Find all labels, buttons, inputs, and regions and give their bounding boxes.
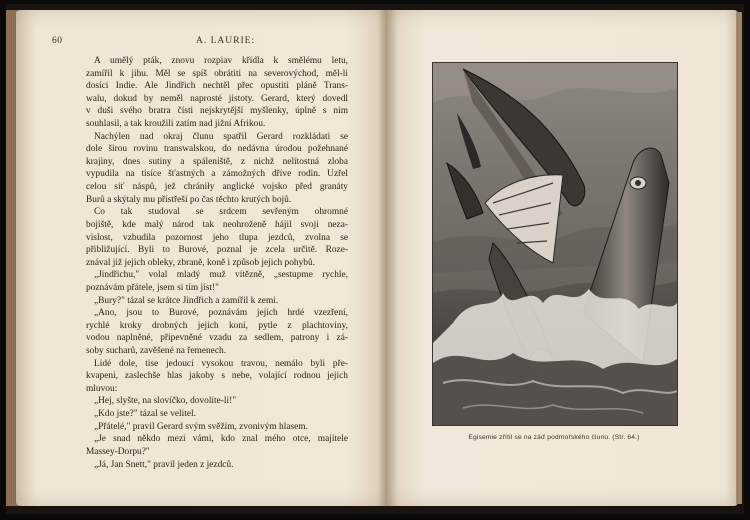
text-line: Lidé dole, tise jedoucí vysokou travou, nemálo byli pře- xyxy=(94,358,348,369)
text-line: walu, dokud by neměl naprosté jistoty. Gerard, který dovedl xyxy=(86,93,348,104)
text-line: „Já, Jan Snett," pravil jeden z jezdců. xyxy=(94,459,234,470)
illustration-plate xyxy=(432,62,678,426)
text-line: celou síť náspů, jež chrániły anglické vojsko před granáty xyxy=(86,182,348,193)
text-line: znával již jejich obleky, zbraně, koně i způsob jejich pohybů. xyxy=(86,257,316,268)
text-line: krajiny, dnes sutiny a spáleniště, z nichž nelítostná zloba xyxy=(86,156,348,167)
text-line: „Ano, jsou to Burové, poznávám jejich hrdé vzezření, xyxy=(94,308,348,319)
text-line: dole širou rovinu transwalskou, do nedávna úrodou požehnané xyxy=(86,144,348,155)
text-line: Nachýlen nad okraj člunu spatřil Gerard rozkládati se xyxy=(94,131,348,142)
text-line: rychlé kroky drobných jejich koní, pytle z plachtoviny, xyxy=(86,320,348,331)
text-line: vislost, vzbudila pozornost jeho tlupa jezdců, zvolna se xyxy=(86,232,348,243)
text-line: „Jindřichu," volal mladý muž vítězně, „sestupme rychle, xyxy=(94,270,348,281)
page-edges-right xyxy=(736,12,742,504)
text-line: souhlasil, a tak kroužili zatím nad jižní Afrikou. xyxy=(86,119,266,130)
text-line: „Je snad někdo mezi vámi, kdo znal mého otce, majitele xyxy=(94,434,348,445)
text-line: vodou naplněné, připevněné vzadu za sedlem, patrony i zá- xyxy=(86,333,348,344)
text-line: „Přátelé," pravil Gerard svým svěžím, zvonivým hlasem. xyxy=(94,421,308,432)
illustration-caption: Egisemie zřítil se na záď podmořského člunu. (Str. 64.) xyxy=(468,434,640,441)
text-line: dosíci Indie. Ale Jindřich nechtěl přec opustiti pláně Trans- xyxy=(86,81,348,92)
text-line: kvapeni, zaslechše hlas jakoby s nebe, volající rodnou jejich xyxy=(86,371,348,382)
text-line: Burů a skýtaly mu přístřeší po čas těchto krutých bojů. xyxy=(86,194,292,205)
airship-crash-engraving xyxy=(433,63,677,425)
text-line: Co tak studoval se srdcem sevřeným ohromné xyxy=(94,207,348,218)
text-line: zamířil k jihu. Měl se spíš obrátiti na severovýchod, měl-li xyxy=(86,68,348,79)
text-line: poznávám přátele, jsem si tím jist!" xyxy=(86,282,219,293)
text-line: A umělý pták, znovu rozpiav křídla k smělému letu, xyxy=(94,56,348,66)
body-text xyxy=(86,55,348,471)
running-head: A. LAURIE: xyxy=(196,36,256,46)
page-number: 60 xyxy=(52,36,63,46)
text-line: bojiště, kde malý národ tak neohroženě hájil svoji neza- xyxy=(86,219,348,230)
text-line: „Kdo jste?" tázal se velitel. xyxy=(94,409,196,420)
text-line: „Hej, slyšte, na slovíčko, dovolíte-li!" xyxy=(94,396,237,407)
text-line: vypudila na tisíce šťastných a zámožných dříve rodin. Uzřel xyxy=(86,169,348,180)
page-header xyxy=(52,36,352,50)
text-line: mluvou: xyxy=(86,383,118,394)
text-line: přibližující. Byli to Burové, poznal je zcela určitě. Roze- xyxy=(86,245,348,256)
text-line: Massey-Dorpu?" xyxy=(86,446,150,457)
text-line: soby sucharů, zavěšené na řemenech. xyxy=(86,346,227,357)
text-line: v duši svého bratra čísti nejskrytější myšlenky, úplně s ním xyxy=(86,106,348,117)
text-line: „Bury?" tázal se krátce Jindřich a zamířil k zemi. xyxy=(94,295,279,306)
